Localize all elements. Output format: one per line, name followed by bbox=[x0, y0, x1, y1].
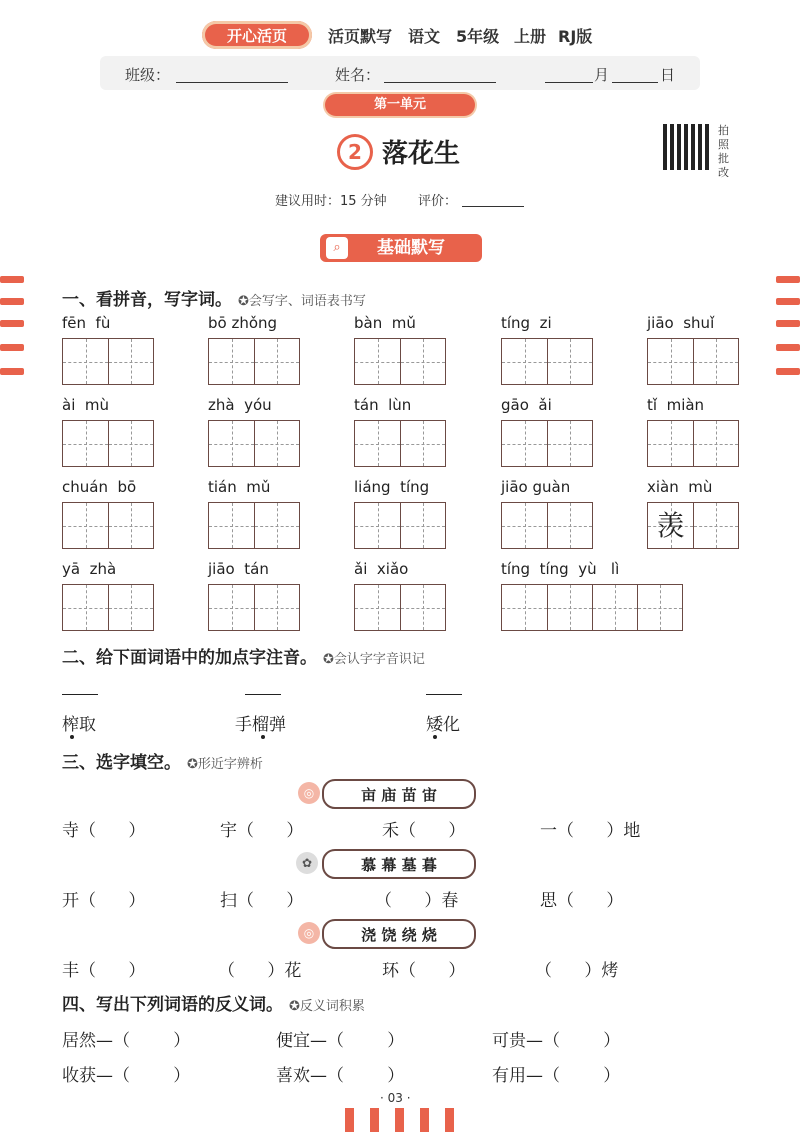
q4-tag: ✪反义词积累 bbox=[289, 999, 365, 1014]
writing-cell[interactable] bbox=[209, 421, 254, 466]
side-stripe bbox=[776, 368, 800, 375]
pinyin-label: jiāo guàn bbox=[501, 478, 571, 496]
writing-cell[interactable] bbox=[502, 421, 547, 466]
writing-cell[interactable] bbox=[648, 503, 693, 548]
side-stripe bbox=[776, 298, 800, 305]
writing-grid[interactable] bbox=[208, 338, 300, 385]
pinyin-blank[interactable] bbox=[245, 694, 281, 695]
student-info-bar bbox=[100, 56, 700, 90]
option-chars: 浇 饶 绕 烧 bbox=[361, 925, 437, 944]
pinyin-label: chuán bō bbox=[62, 478, 137, 496]
writing-cell[interactable] bbox=[400, 503, 445, 548]
pinyin-label: ǎi xiǎo bbox=[354, 560, 409, 578]
writing-cell[interactable] bbox=[254, 339, 299, 384]
writing-grid[interactable] bbox=[62, 584, 154, 631]
month-label: 月 bbox=[594, 66, 610, 84]
pinyin-label: gāo ǎi bbox=[501, 396, 552, 414]
writing-cell[interactable] bbox=[209, 585, 254, 630]
side-stripe bbox=[0, 276, 24, 283]
fill-item[interactable]: （ ）春 bbox=[375, 891, 459, 911]
fill-item[interactable]: 思（ ） bbox=[540, 891, 624, 911]
writing-cell[interactable] bbox=[693, 421, 738, 466]
writing-cell[interactable] bbox=[400, 339, 445, 384]
series-label: 活页默写 bbox=[328, 27, 393, 46]
qr-code-icon[interactable] bbox=[663, 124, 709, 170]
writing-grid[interactable] bbox=[501, 584, 683, 631]
writing-cell[interactable] bbox=[547, 421, 592, 466]
writing-grid[interactable] bbox=[354, 338, 446, 385]
snail-icon: ◎ bbox=[298, 782, 320, 804]
lesson-title: 落花生 bbox=[382, 139, 461, 169]
bottom-bar bbox=[345, 1108, 354, 1132]
writing-grid[interactable] bbox=[62, 338, 154, 385]
writing-grid[interactable] bbox=[208, 502, 300, 549]
side-stripe bbox=[0, 298, 24, 305]
snail-icon: ◎ bbox=[298, 922, 320, 944]
option-box bbox=[322, 849, 476, 879]
writing-cell[interactable] bbox=[108, 339, 153, 384]
writing-grid[interactable] bbox=[501, 420, 593, 467]
q2-tag-text: 会认字字音识记 bbox=[333, 652, 425, 667]
writing-cell[interactable] bbox=[355, 421, 400, 466]
option-box bbox=[322, 779, 476, 809]
day-field[interactable] bbox=[612, 82, 658, 83]
writing-cell[interactable] bbox=[502, 585, 547, 630]
pinyin-label: tíng zi bbox=[501, 314, 552, 332]
pinyin-label: liáng tíng bbox=[354, 478, 430, 496]
writing-cell[interactable] bbox=[637, 585, 682, 630]
bottom-bar bbox=[420, 1108, 429, 1132]
pinyin-label: jiāo tán bbox=[208, 560, 269, 578]
writing-cell[interactable] bbox=[63, 421, 108, 466]
edition-label: RJ版 bbox=[558, 27, 593, 46]
lesson-number: 2 bbox=[337, 134, 373, 170]
handwritten-char: 羡 bbox=[656, 509, 685, 542]
q1-title-text: 一、看拼音，写字词。 bbox=[62, 290, 232, 310]
fill-item[interactable]: 寺（ ） bbox=[62, 821, 146, 841]
bottom-bar bbox=[370, 1108, 379, 1132]
q4-title-text: 四、写出下列词语的反义词。 bbox=[62, 995, 283, 1015]
writing-cell[interactable] bbox=[547, 339, 592, 384]
q1-tag: ✪会写字、词语表书写 bbox=[238, 294, 366, 309]
option-box bbox=[322, 919, 476, 949]
pinyin-label: zhà yóu bbox=[208, 396, 272, 414]
pinyin-blank[interactable] bbox=[426, 694, 462, 695]
writing-grid[interactable] bbox=[647, 420, 739, 467]
q4-title bbox=[62, 990, 365, 1015]
side-stripe bbox=[776, 276, 800, 283]
writing-cell[interactable] bbox=[355, 503, 400, 548]
side-stripe bbox=[776, 320, 800, 327]
name-label: 姓名： bbox=[335, 66, 381, 84]
class-field[interactable] bbox=[176, 82, 288, 83]
q3-tag-text: 形近字辨析 bbox=[197, 757, 263, 772]
side-stripe bbox=[0, 368, 24, 375]
q3-title bbox=[62, 748, 263, 773]
pinyin-label: bō zhǒng bbox=[208, 314, 278, 332]
writing-cell[interactable] bbox=[254, 421, 299, 466]
q2-tag: ✪会认字字音识记 bbox=[323, 652, 425, 667]
writing-grid[interactable] bbox=[62, 502, 154, 549]
pinyin-blank[interactable] bbox=[62, 694, 98, 695]
class-label: 班级： bbox=[125, 66, 171, 84]
bottom-bar bbox=[445, 1108, 454, 1132]
option-chars: 慕 幕 墓 暮 bbox=[361, 855, 437, 874]
writing-cell[interactable] bbox=[502, 503, 547, 548]
writing-cell[interactable] bbox=[209, 503, 254, 548]
subject-label: 语文 bbox=[408, 27, 441, 46]
q1-tag-text: 会写字、词语表书写 bbox=[248, 294, 366, 309]
writing-cell[interactable] bbox=[592, 585, 637, 630]
writing-cell[interactable] bbox=[63, 339, 108, 384]
q3-tag: ✪形近字辨析 bbox=[187, 757, 263, 772]
writing-cell[interactable] bbox=[693, 503, 738, 548]
name-field[interactable] bbox=[384, 82, 496, 83]
rabbit-icon: ✿ bbox=[296, 852, 318, 874]
pinyin-label: yā zhà bbox=[62, 560, 117, 578]
section-banner-label: 基础默写 bbox=[377, 238, 445, 258]
writing-grid[interactable] bbox=[208, 420, 300, 467]
fill-item[interactable]: 环（ ） bbox=[382, 961, 466, 981]
option-chars: 亩 庙 苗 宙 bbox=[361, 785, 437, 804]
magnifier-icon: ⌕ bbox=[326, 237, 348, 259]
writing-cell[interactable] bbox=[108, 503, 153, 548]
q1-title bbox=[62, 285, 366, 310]
writing-grid[interactable] bbox=[647, 338, 739, 385]
pinyin-label: jiāo shuǐ bbox=[647, 314, 715, 332]
brand-logo bbox=[202, 21, 312, 49]
fill-item[interactable]: 一（ ）地 bbox=[540, 821, 641, 841]
pinyin-label: tán lùn bbox=[354, 396, 412, 414]
grade-label: 5年级 bbox=[456, 27, 500, 46]
writing-grid[interactable] bbox=[501, 338, 593, 385]
fill-item[interactable]: 扫（ ） bbox=[220, 891, 304, 911]
fill-item[interactable]: （ ）花 bbox=[218, 961, 302, 981]
writing-cell[interactable] bbox=[693, 339, 738, 384]
bottom-bar bbox=[395, 1108, 404, 1132]
pinyin-label: ài mù bbox=[62, 396, 110, 414]
writing-grid[interactable] bbox=[208, 584, 300, 631]
antonym-item[interactable]: 便宜—（ ） bbox=[276, 1031, 405, 1051]
writing-grid[interactable] bbox=[354, 502, 446, 549]
writing-cell[interactable] bbox=[254, 585, 299, 630]
pinyin-label: xiàn mù bbox=[647, 478, 713, 496]
month-field[interactable] bbox=[545, 82, 593, 83]
writing-cell[interactable] bbox=[108, 585, 153, 630]
unit-badge: 第一单元 bbox=[325, 94, 475, 116]
writing-cell[interactable] bbox=[209, 339, 254, 384]
q2-word: 手榴弹 bbox=[235, 715, 286, 735]
q3-title-text: 三、选字填空。 bbox=[62, 753, 181, 773]
emphasis-dot bbox=[70, 735, 74, 739]
pinyin-label: tǐ miàn bbox=[647, 396, 705, 414]
antonym-item[interactable]: 收获—（ ） bbox=[62, 1066, 191, 1086]
emphasis-dot bbox=[261, 735, 265, 739]
antonym-item[interactable]: 可贵—（ ） bbox=[492, 1031, 621, 1051]
writing-cell[interactable] bbox=[648, 339, 693, 384]
writing-cell[interactable] bbox=[355, 585, 400, 630]
writing-cell[interactable] bbox=[254, 503, 299, 548]
writing-grid[interactable] bbox=[354, 420, 446, 467]
q2-title-text: 二、给下面词语中的加点字注音。 bbox=[62, 648, 317, 668]
q4-tag-text: 反义词积累 bbox=[299, 999, 365, 1014]
writing-cell[interactable] bbox=[547, 503, 592, 548]
writing-cell[interactable] bbox=[400, 585, 445, 630]
writing-cell[interactable] bbox=[63, 503, 108, 548]
writing-grid[interactable] bbox=[501, 502, 593, 549]
writing-grid[interactable] bbox=[354, 584, 446, 631]
antonym-item[interactable]: 居然—（ ） bbox=[62, 1031, 191, 1051]
pinyin-label: bàn mǔ bbox=[354, 314, 416, 332]
volume-label: 上册 bbox=[514, 27, 547, 46]
side-stripe bbox=[776, 344, 800, 351]
writing-cell[interactable] bbox=[502, 339, 547, 384]
q2-title bbox=[62, 643, 425, 668]
fill-item[interactable]: （ ）烤 bbox=[535, 961, 619, 981]
writing-grid[interactable] bbox=[62, 420, 154, 467]
day-label: 日 bbox=[660, 66, 676, 84]
writing-cell[interactable] bbox=[108, 421, 153, 466]
writing-cell[interactable] bbox=[63, 585, 108, 630]
fill-item[interactable]: 宇（ ） bbox=[220, 821, 304, 841]
evaluation-field[interactable] bbox=[462, 206, 524, 207]
suggested-time: 建议用时：15 分钟 bbox=[275, 194, 387, 209]
q2-word: 榨取 bbox=[62, 715, 96, 735]
writing-cell[interactable] bbox=[400, 421, 445, 466]
brand-text: 开心活页 bbox=[226, 26, 287, 45]
pinyin-label: tíng tíng yù lì bbox=[501, 560, 620, 578]
emphasis-dot bbox=[433, 735, 437, 739]
writing-cell[interactable] bbox=[547, 585, 592, 630]
evaluation-label: 评价： bbox=[418, 194, 458, 209]
fill-item[interactable]: 禾（ ） bbox=[382, 821, 466, 841]
writing-grid[interactable] bbox=[647, 502, 739, 549]
writing-cell[interactable] bbox=[355, 339, 400, 384]
page-number: · 03 · bbox=[380, 1091, 411, 1105]
antonym-item[interactable]: 喜欢—（ ） bbox=[276, 1066, 405, 1086]
side-stripe bbox=[0, 320, 24, 327]
qr-label: 拍照批改 bbox=[718, 124, 729, 179]
q2-word: 矮化 bbox=[426, 715, 460, 735]
antonym-item[interactable]: 有用—（ ） bbox=[492, 1066, 621, 1086]
fill-item[interactable]: 丰（ ） bbox=[62, 961, 146, 981]
pinyin-label: tián mǔ bbox=[208, 478, 271, 496]
side-stripe bbox=[0, 344, 24, 351]
pinyin-label: fēn fù bbox=[62, 314, 111, 332]
fill-item[interactable]: 开（ ） bbox=[62, 891, 146, 911]
writing-cell[interactable] bbox=[648, 421, 693, 466]
